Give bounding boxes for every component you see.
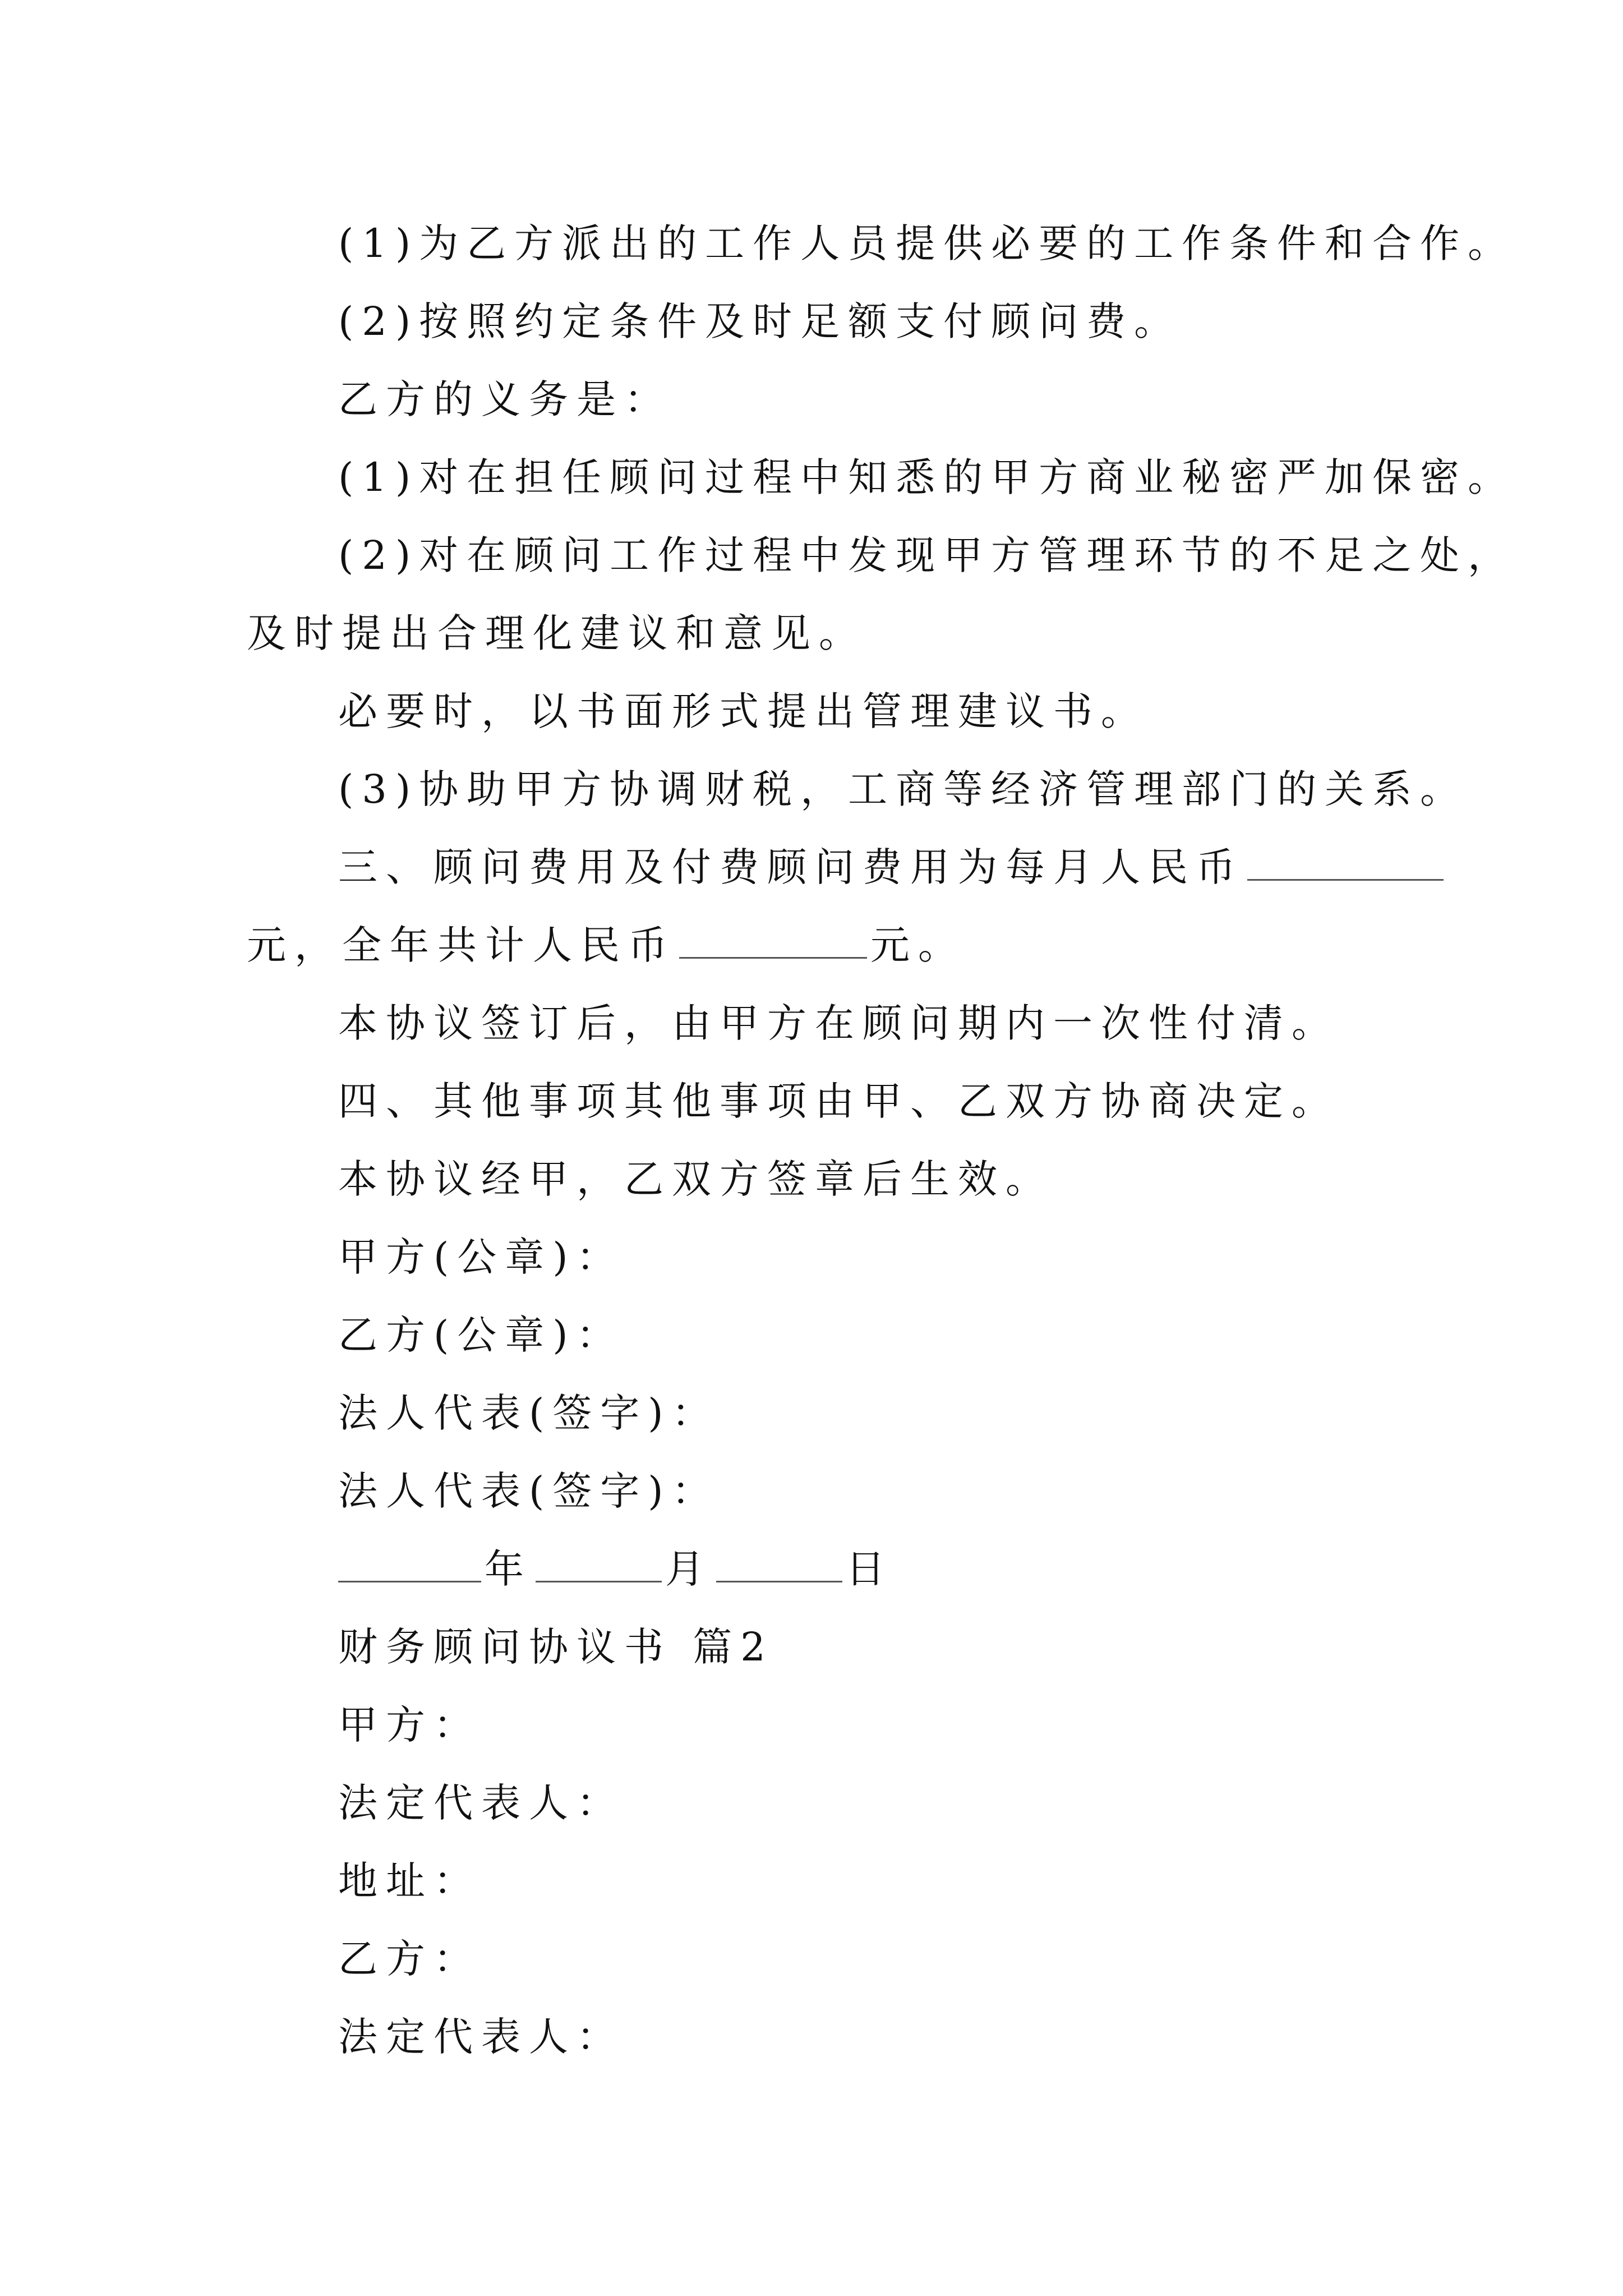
- paragraph: [247, 1998, 1396, 2076]
- document-body: [247, 205, 1516, 2076]
- paragraph-text: (2)对在顾问工作过程中发现甲方管理环节的不足之处，: [338, 532, 1516, 578]
- paragraph: [247, 1686, 1396, 1764]
- paragraph-continuation: [247, 595, 1396, 673]
- paragraph: [247, 829, 1396, 907]
- paragraph: [247, 439, 1516, 517]
- paragraph-text: (3)协助甲方协调财税，工商等经济管理部门的关系。: [338, 766, 1468, 812]
- party-a-label: 甲方：: [338, 1702, 481, 1748]
- year-blank[interactable]: [338, 1552, 481, 1582]
- paragraph-text: (2)按照约定条件及时足额支付顾问费。: [338, 298, 1182, 344]
- paragraph-text: 三、顾问费用及付费顾问费用为每月人民币: [338, 844, 1244, 890]
- party-b-label: 乙方：: [338, 1936, 481, 1982]
- paragraph-text: 元，全年共计人民币: [247, 922, 676, 968]
- paragraph: [247, 1296, 1396, 1374]
- paragraph: [247, 361, 1396, 439]
- month-label: 月: [665, 1546, 713, 1592]
- monthly-fee-blank[interactable]: [1247, 850, 1444, 881]
- date-line: [247, 1530, 1396, 1608]
- paragraph-text: (1)对在担任顾问过程中知悉的甲方商业秘密严加保密。: [338, 454, 1516, 500]
- day-label: 日: [846, 1546, 893, 1592]
- paragraph: [247, 751, 1468, 829]
- paragraph-text: 必要时，以书面形式提出管理建议书。: [338, 688, 1149, 734]
- legal-representative-label: 法定代表人：: [338, 1780, 624, 1826]
- paragraph-continuation: [247, 907, 1396, 984]
- legal-representative-label: 法定代表人：: [338, 2014, 624, 2060]
- paragraph: [247, 1062, 1396, 1140]
- year-label: 年: [485, 1546, 532, 1592]
- legal-rep-signature-label: 法人代表(签字)：: [338, 1468, 720, 1514]
- day-blank[interactable]: [716, 1552, 842, 1582]
- section-heading: [247, 1608, 1396, 1686]
- paragraph-text: 本协议签订后，由甲方在顾问期内一次性付清。: [338, 1000, 1339, 1046]
- party-b-seal-label: 乙方(公章)：: [338, 1312, 624, 1358]
- paragraph-text: 乙方的义务是：: [338, 376, 672, 422]
- address-label: 地址：: [338, 1858, 481, 1904]
- legal-rep-signature-label: 法人代表(签字)：: [338, 1390, 720, 1436]
- paragraph: [247, 1452, 1396, 1530]
- month-blank[interactable]: [536, 1552, 662, 1582]
- paragraph: [247, 205, 1516, 283]
- paragraph-text: 元。: [870, 922, 966, 968]
- paragraph: [247, 517, 1516, 595]
- paragraph: [247, 984, 1396, 1062]
- paragraph-text: 本协议经甲，乙双方签章后生效。: [338, 1156, 1053, 1202]
- paragraph-text: 及时提出合理化建议和意见。: [247, 610, 866, 656]
- paragraph: [247, 1374, 1396, 1452]
- paragraph: [247, 1920, 1396, 1998]
- paragraph: [247, 283, 1396, 361]
- paragraph: [247, 673, 1396, 751]
- paragraph-text: 四、其他事项其他事项由甲、乙双方协商决定。: [338, 1078, 1339, 1124]
- party-a-seal-label: 甲方(公章)：: [338, 1234, 624, 1280]
- annual-fee-blank[interactable]: [679, 928, 867, 959]
- paragraph: [247, 1764, 1396, 1842]
- paragraph-text: (1)为乙方派出的工作人员提供必要的工作条件和合作。: [338, 220, 1516, 266]
- paragraph: [247, 1218, 1396, 1296]
- paragraph: [247, 1842, 1396, 1920]
- section-title: 财务顾问协议书 篇2: [338, 1624, 774, 1670]
- paragraph: [247, 1140, 1396, 1218]
